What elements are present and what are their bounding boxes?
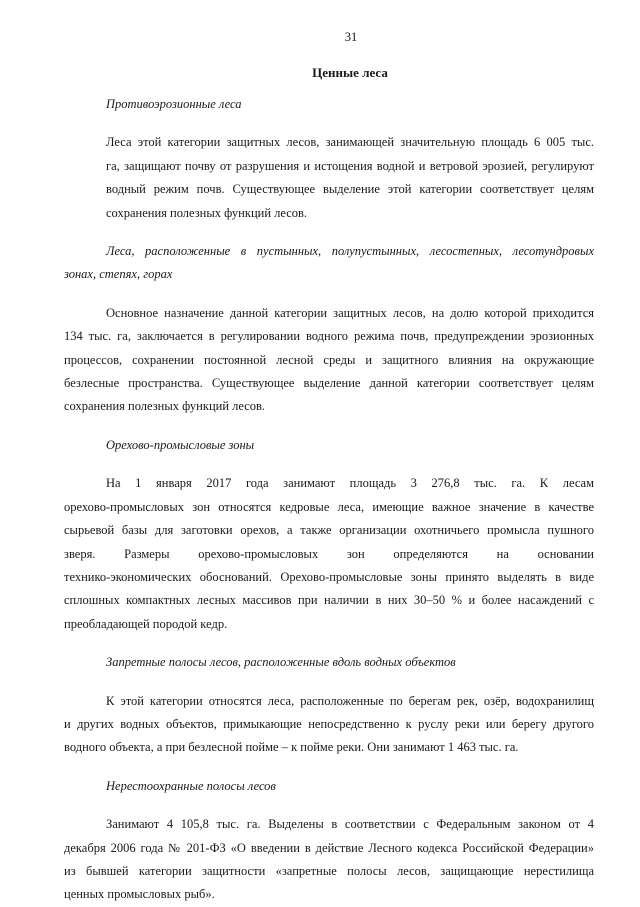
paragraph-line: и других водных объектов, примыкающие непосредственно к руслу реки или берегу другого xyxy=(64,716,594,731)
section-nerestookhrannye xyxy=(64,775,594,907)
paragraph-line: Основное назначение данной категории защитных лесов, на долю которой приходится xyxy=(106,305,594,320)
paragraph-line: Леса этой категории защитных лесов, занимающей значительную площадь 6 005 тыс. xyxy=(106,135,594,150)
paragraph-line: зверя. Размеры орехово-промысловых зон определяются на основании xyxy=(64,546,594,561)
section-heading xyxy=(106,93,594,116)
section-heading xyxy=(64,240,594,287)
document-page xyxy=(64,30,594,907)
heading-line: Нерестоохранные полосы лесов xyxy=(106,778,276,793)
paragraph-line: сплошных компактных лесных массивов при наличии в них 30–50 % и более насаждений с xyxy=(64,593,594,608)
paragraph-line: сырьевой базы для заготовки орехов, а также организации охотничьего промысла пушного xyxy=(64,523,594,538)
section-heading xyxy=(106,651,594,674)
section-paragraph xyxy=(64,302,594,419)
section-heading xyxy=(106,434,594,457)
section-paragraph xyxy=(64,813,594,907)
paragraph-line: из бывшей категории защитности «запретные полосы лесов, защищающие нерестилища xyxy=(64,863,594,878)
heading-line: Противоэрозионные леса xyxy=(106,97,242,111)
paragraph-line: ценных промысловых рыб». xyxy=(64,887,215,902)
paragraph-line: сохранения полезных функций лесов. xyxy=(106,205,308,220)
section-zapretnye xyxy=(64,651,594,760)
heading-line: Запретные полосы лесов, расположенные вдоль водных объектов xyxy=(106,655,456,670)
page-number: 31 xyxy=(344,30,358,44)
paragraph-line: орехово-промысловых зон относятся кедровые леса, имеющие важное значение в качестве xyxy=(64,499,594,514)
paragraph-line: преобладающей породой кедр. xyxy=(64,616,228,631)
paragraph-line: водный режим почв. Существующее выделение этой категории соответствует целям xyxy=(106,182,594,197)
section-orekhovo xyxy=(64,434,594,636)
section-pustynnye xyxy=(64,240,594,419)
paragraph-line: На 1 января 2017 года занимают площадь 3 276,8 тыс. га. К лесам xyxy=(106,476,594,491)
spacer xyxy=(106,81,594,93)
paragraph-line: технико-экономических обоснований. Орехово-промысловые зоны принято выделять в виде xyxy=(64,569,594,584)
paragraph-line: сохранения полезных функций лесов. xyxy=(64,399,266,414)
section-paragraph xyxy=(106,131,594,225)
paragraph-line: декабря 2006 года № 201-ФЗ «О введении в действие Лесного кодекса Российской Федерации» xyxy=(64,840,594,855)
heading-line: Орехово-промысловые зоны xyxy=(106,437,255,452)
section-protivoerozionnye xyxy=(106,93,594,225)
paragraph-line: 134 тыс. га, заключается в регулировании водного режима почв, предупреждении эрозионных xyxy=(64,329,594,344)
paragraph-line: га, защищают почву от разрушения и истощения водной и ветровой эрозией, регулируют xyxy=(106,158,594,173)
heading-line: Леса, расположенные в пустынных, полупустынных, лесостепных, лесотундровых xyxy=(106,244,594,259)
section-paragraph xyxy=(64,472,594,636)
paragraph-line: безлесные пространства. Существующее выделение данной категории соответствует целям xyxy=(64,376,594,391)
heading-line: зонах, степях, горах xyxy=(64,267,173,282)
paragraph-line: процессов, сохранении постоянной лесной среды и защитного влияния на окружающие xyxy=(64,352,594,367)
paragraph-line: К этой категории относятся леса, расположенные по берегам рек, озёр, водохранилищ xyxy=(106,693,594,708)
section-paragraph xyxy=(64,690,594,760)
section-title: Ценные леса xyxy=(312,65,388,80)
section-heading xyxy=(106,775,594,798)
paragraph-line: водного объекта, а при безлесной пойме – к пойме реки. Они занимают 1 463 тыс. га. xyxy=(64,740,519,755)
paragraph-line: Занимают 4 105,8 тыс. га. Выделены в соответствии с Федеральным законом от 4 xyxy=(106,817,594,832)
